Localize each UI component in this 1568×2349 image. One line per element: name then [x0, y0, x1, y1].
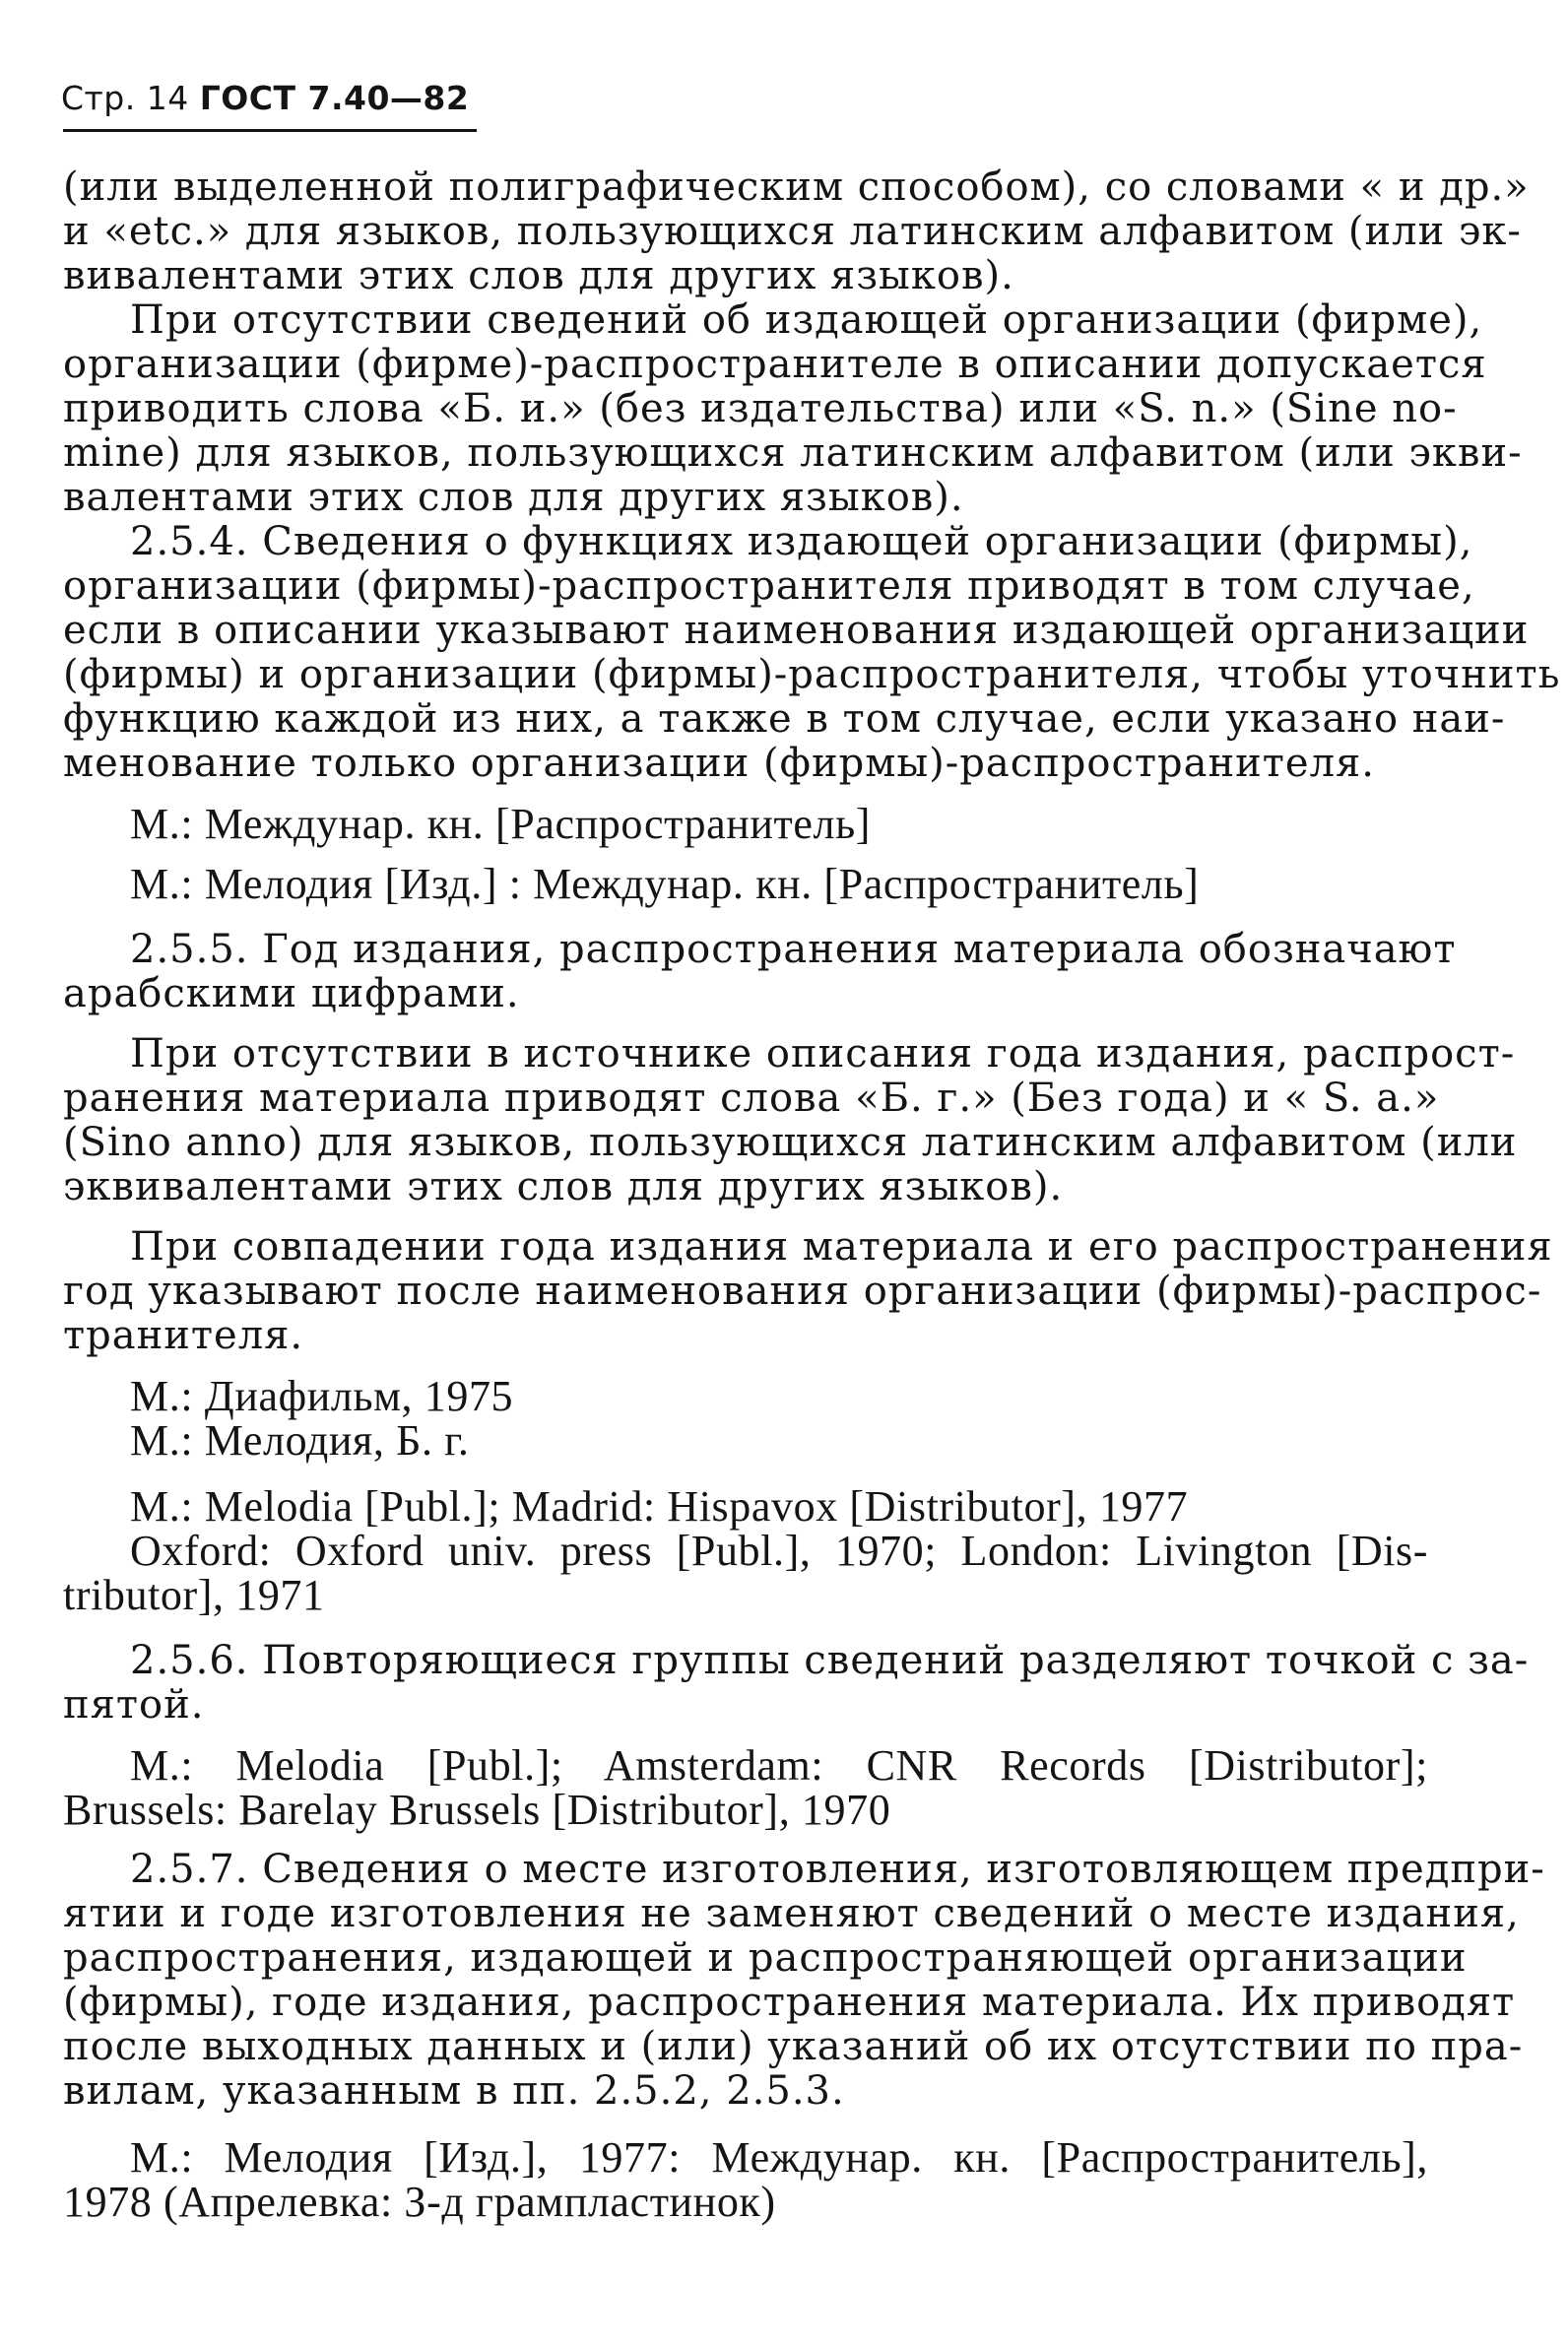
example-line: tributor], 1971	[63, 1571, 325, 1619]
example-line: М.: Мелодия, Б. г.	[130, 1416, 470, 1465]
text-line: пятой.	[63, 1682, 205, 1728]
text-line: год указывают после наименования организации (фирмы)-распрос-	[63, 1269, 1542, 1314]
text-line: организации (фирме)-распространителе в описании допускается	[63, 342, 1487, 387]
clause-2-5-5: 2.5.5. Год издания, распространения материала обозначают	[130, 927, 1457, 972]
text-line: если в описании указывают наименования издающей организации	[63, 608, 1530, 653]
text-line: арабскими цифрами.	[63, 971, 520, 1016]
text-line: распространения, издающей и распространяющей организации	[63, 1935, 1468, 1981]
text-line: и «etc.» для языков, пользующихся латинским алфавитом (или эк-	[63, 209, 1522, 254]
header-rule	[63, 129, 477, 132]
example-line: М.: Мелодия [Изд.], 1977: Междунар. кн. [Распространитель],	[130, 2133, 1428, 2182]
clause-2-5-4: 2.5.4. Сведения о функциях издающей организации (фирмы),	[130, 519, 1473, 564]
text-line: При отсутствии сведений об издающей организации (фирме),	[130, 297, 1483, 343]
text-line: (фирмы), годе издания, распространения материала. Их приводят	[63, 1980, 1516, 2025]
text-line: организации (фирмы)-распространителя приводят в том случае,	[63, 563, 1475, 609]
text-line: вивалентами этих слов для других языков).	[63, 253, 1014, 298]
text-line: При совпадении года издания материала и его распространения	[130, 1224, 1553, 1270]
text-line: после выходных данных и (или) указаний об их отсутствии по пра-	[63, 2024, 1524, 2069]
page-header	[61, 81, 469, 116]
clause-2-5-7: 2.5.7. Сведения о месте изготовления, изготовляющем предпри-	[130, 1847, 1545, 1892]
text-line: mine) для языков, пользующихся латинским алфавитом (или экви-	[63, 430, 1523, 476]
document-body	[63, 164, 1561, 2226]
example-line: М.: Мелодия [Изд.] : Междунар. кн. [Распространитель]	[130, 860, 1200, 908]
text-line: менование только организации (фирмы)-распространителя.	[63, 741, 1375, 786]
text-line: ранения материала приводят слова «Б. г.» (Без года) и « S. a.»	[63, 1076, 1440, 1121]
text-line: вилам, указанным в пп. 2.5.2, 2.5.3.	[63, 2068, 845, 2114]
example-line: M.: Melodia [Publ.]; Amsterdam: CNR Records [Distributor];	[130, 1741, 1428, 1790]
example-line: Brussels: Barelay Brussels [Distributor], 1970	[63, 1786, 891, 1834]
page-number: Стр. 14	[61, 79, 189, 117]
clause-2-5-6: 2.5.6. Повторяющиеся группы сведений разделяют точкой с за-	[130, 1638, 1530, 1683]
text-line: валентами этих слов для других языков).	[63, 475, 964, 520]
example-line: Oxford: Oxford univ. press [Publ.], 1970; London: Livington [Dis-	[130, 1527, 1428, 1575]
example-line: M.: Melodia [Publ.]; Madrid: Hispavox [Distributor], 1977	[130, 1482, 1189, 1531]
example-line: 1978 (Апрелевка: З-д грампластинок)	[63, 2178, 776, 2226]
text-line: (фирмы) и организации (фирмы)-распространителя, чтобы уточнить	[63, 652, 1561, 697]
text-line: функцию каждой из них, а также в том случае, если указано наи-	[63, 696, 1506, 742]
text-line: (или выделенной полиграфическим способом), со словами « и др.»	[63, 164, 1530, 210]
text-line: эквивалентами этих слов для других языков).	[63, 1164, 1064, 1209]
text-line: (Sino anno) для языков, пользующихся латинским алфавитом (или	[63, 1120, 1518, 1165]
example-line: М.: Диафильм, 1975	[130, 1372, 514, 1420]
standard-code: ГОСТ 7.40—82	[199, 79, 470, 117]
text-line: ятии и годе изготовления не заменяют сведений о месте издания,	[63, 1891, 1520, 1936]
text-line: При отсутствии в источнике описания года издания, распрост-	[130, 1031, 1516, 1077]
text-line: транителя.	[63, 1313, 304, 1358]
text-line: приводить слова «Б. и.» (без издательства) или «S. n.» (Sine no-	[63, 386, 1458, 431]
example-line: М.: Междунар. кн. [Распространитель]	[130, 800, 871, 848]
